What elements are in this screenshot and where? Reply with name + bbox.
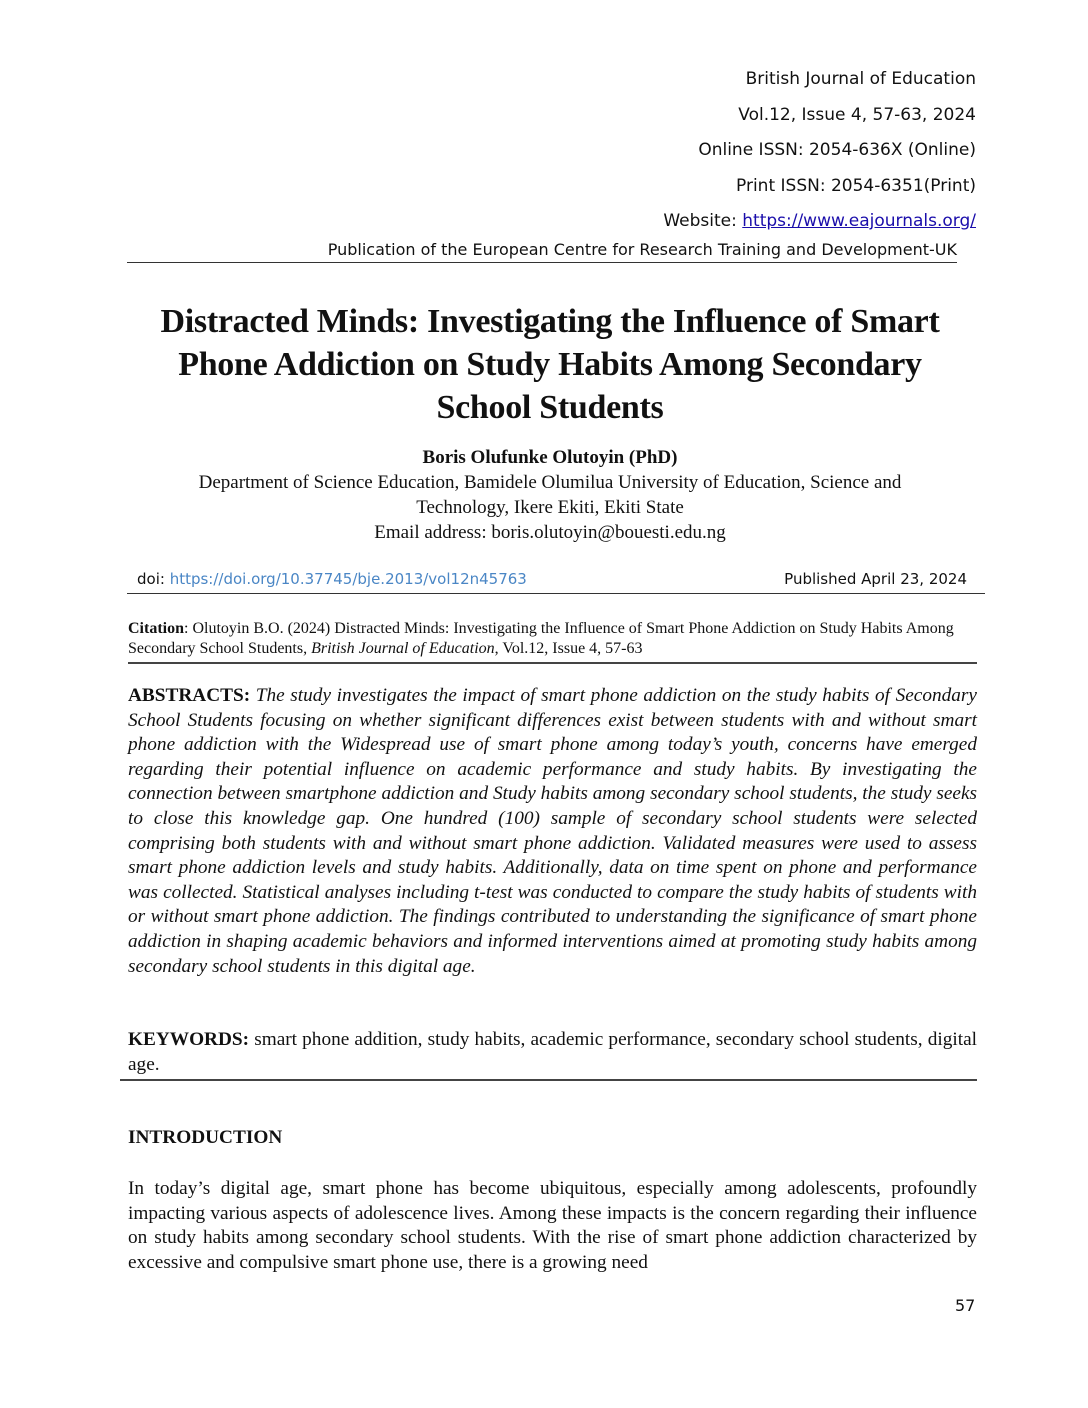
doi-row (127, 567, 985, 594)
journal-name: British Journal of Education (745, 69, 976, 89)
keywords-label: KEYWORDS: (128, 1029, 250, 1050)
title-line: Distracted Minds: Investigating the Influence of Smart (160, 303, 940, 340)
online-issn: Online ISSN: 2054-636X (Online) (698, 140, 976, 160)
page-number: 57 (955, 1296, 976, 1315)
keywords-text: smart phone addition, study habits, academic performance, secondary school students, digital age. (128, 1029, 977, 1075)
author-block (100, 445, 1000, 545)
citation-text: : Olutoyin B.O. (2024) Distracted Minds: Investigating the Influence of Smart Phone Addiction on Study Habits Among Secondary School Students, (128, 620, 954, 657)
title-line: Phone Addiction on Study Habits Among Secondary (178, 346, 922, 383)
keywords (120, 1028, 977, 1081)
citation-journal: British Journal of Education (311, 640, 495, 657)
website-label: Website: (663, 211, 743, 231)
print-issn: Print ISSN: 2054-6351(Print) (736, 175, 976, 196)
doi-link[interactable]: https://doi.org/10.37745/bje.2013/vol12n45763 (169, 570, 527, 588)
citation-volume: , Vol.12, Issue 4, 57-63 (494, 640, 643, 657)
website-link[interactable]: https://www.eajournals.org/ (742, 211, 976, 231)
doi (137, 570, 527, 588)
affiliation-line: Technology, Ikere Ekiti, Ekiti State (416, 497, 684, 518)
abstract-text: The study investigates the impact of smart phone addiction on the study habits of Secondary School Students focusing on whether significant differences exist between students with and without smart phone addiction with the Widespread use of smart phone among today’s youth, concerns have emerged regarding their potential influence on academic performance and study habits. By investigating the connection between smartphone addiction and Study habits among secondary school students, the study seeks to close this knowledge gap. One hundred (100) sample of secondary school students were selected comprising both students with and without smart phone addiction. Validated measures were used to assess smart phone addiction levels and study habits. Additionally, data on time spent on phone and performance was collected. Statistical analyses including t-test was conducted to compare the study habits of students with or without smart phone addiction. The findings contributed to understanding the significance of smart phone addiction in shaping academic behaviors and informed interventions aimed at promoting study habits among secondary school students in this digital age. (128, 685, 977, 977)
published-date: Published April 23, 2024 (784, 570, 967, 588)
citation (128, 619, 977, 664)
website-line (663, 204, 976, 240)
introduction-heading: INTRODUCTION (128, 1127, 283, 1148)
doi-label: doi: (137, 570, 170, 588)
author-name: Boris Olufunke Olutoyin (PhD) (422, 447, 678, 468)
affiliation-line: Department of Science Education, Bamidele Olumilua University of Education, Science and (198, 472, 902, 493)
journal-masthead (663, 62, 976, 240)
abstract-label: ABSTRACTS: (128, 685, 251, 706)
article-title (100, 300, 1000, 429)
introduction-paragraph: In today’s digital age, smart phone has become ubiquitous, especially among adolescents, profoundly impacting various aspects of adolescence lives. Among these impacts is the concern regarding their influence on study habits among secondary school students. With the rise of smart phone addiction characterized by excessive and compulsive smart phone use, there is a growing need (128, 1178, 977, 1273)
author-email: Email address: boris.olutoyin@bouesti.edu.ng (374, 522, 726, 543)
journal-volume: Vol.12, Issue 4, 57-63, 2024 (738, 104, 976, 125)
title-line: School Students (436, 389, 664, 426)
citation-label: Citation (128, 620, 184, 637)
publication-line: Publication of the European Centre for Research Training and Development-UK (127, 238, 957, 263)
abstract (128, 684, 977, 979)
